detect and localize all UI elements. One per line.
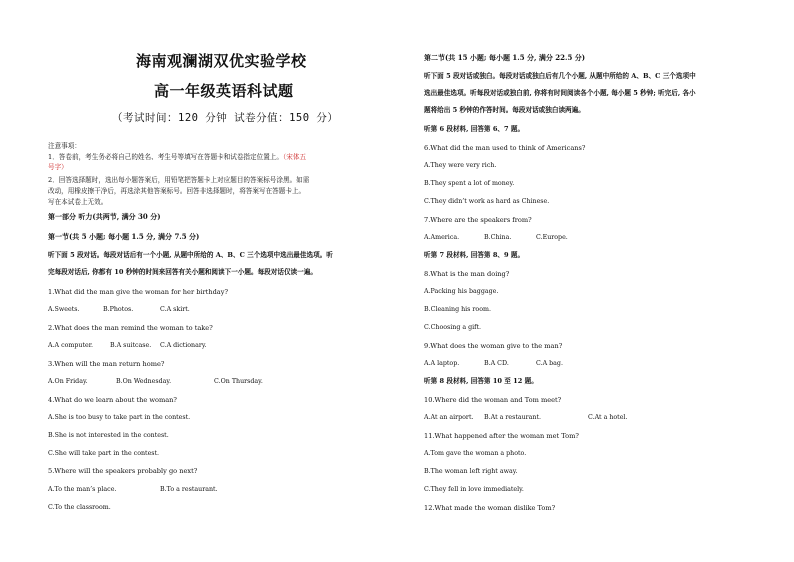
question-7: 7.Where are the speakers from?: [424, 216, 532, 224]
question-6: 6.What did the man used to think of Americans?: [424, 144, 586, 152]
q10-option-a: A.At an airport.: [424, 414, 474, 421]
material-6-heading: 听第 6 段材料, 回答第 6、7 题。: [424, 125, 525, 133]
notes-item-1-red-cont: 号字）: [48, 163, 68, 171]
section2-instructions-a: 听下面 5 段对话或独白。每段对话或独白后有几个小题, 从题中所给的 A、B、C 三个选项中: [424, 72, 696, 80]
notes-item-2a: 2．回答选择题时，选出每小题答案后，用铅笔把答题卡上对应题目的答案标号涂黑。如需: [48, 176, 310, 184]
q9-option-c: C.A bag.: [536, 360, 563, 367]
q7-option-a: A.America.: [424, 234, 460, 241]
question-3: 3.When will the man return home?: [48, 360, 165, 368]
question-4: 4.What do we learn about the woman?: [48, 396, 177, 404]
school-name: 海南观澜湖双优实验学校: [136, 52, 307, 70]
q6-option-a: A.They were very rich.: [424, 162, 497, 169]
q10-option-c: C.At a hotel.: [588, 414, 628, 421]
q7-option-c: C.Europe.: [536, 234, 568, 241]
q9-option-a: A.A laptop.: [424, 360, 460, 367]
notes-item-3: 写在本试卷上无效。: [48, 198, 108, 206]
notes-heading: 注意事项：: [48, 142, 81, 150]
material-7-heading: 听第 7 段材料, 回答第 8、9 题。: [424, 251, 525, 259]
section2-instructions-b: 选出最佳选项。听每段对话或独白前, 你将有时间阅读各个小题, 每小题 5 秒钟; 听完后, 各小: [424, 89, 696, 97]
q6-option-b: B.They spent a lot of money.: [424, 180, 515, 187]
question-11: 11.What happened after the woman met Tom?: [424, 432, 579, 440]
q5-option-a: A.To the man’s place.: [48, 486, 117, 493]
q10-option-b: B.At a restaurant.: [484, 414, 542, 421]
q2-option-a: A.A computer.: [48, 342, 94, 349]
exam-info: （考试时间：120 分钟 试卷分值：150 分）: [112, 112, 339, 124]
section1-heading: 第一节(共 5 小题; 每小题 1.5 分, 满分 7.5 分): [48, 232, 200, 241]
notes-item-2b: 改动，用橡皮擦干净后，再选涂其他答案标号。回答非选择题时，将答案写在答题卡上。: [48, 187, 306, 195]
notes-item-1: [48, 153, 306, 161]
question-10: 10.Where did the woman and Tom meet?: [424, 396, 562, 404]
q8-option-b: B.Cleaning his room.: [424, 306, 491, 313]
question-9: 9.What does the woman give to the man?: [424, 342, 563, 350]
q11-option-c: C.They fell in love immediately.: [424, 486, 524, 493]
question-8: 8.What is the man doing?: [424, 270, 510, 278]
q7-option-b: B.China.: [484, 234, 512, 241]
section2-instructions-c: 题将给出 5 秒钟的作答时间。每段对话或独白读两遍。: [424, 106, 585, 114]
q1-option-c: C.A skirt.: [160, 306, 190, 313]
q8-option-a: A.Packing his baggage.: [424, 288, 499, 295]
question-12: 12.What made the woman dislike Tom?: [424, 504, 556, 512]
q1-option-a: A.Sweets.: [48, 306, 80, 313]
q4-option-a: A.She is too busy to take part in the contest.: [48, 414, 191, 421]
q3-option-b: B.On Wednesday.: [116, 378, 172, 385]
part1-heading: 第一部分 听力(共两节, 满分 30 分): [48, 212, 161, 221]
notes-item-1-red: （宋体五: [282, 153, 307, 161]
q3-option-c: C.On Thursday.: [214, 378, 263, 385]
section1-instructions-b: 完每段对话后, 你都有 10 秒钟的时间来回答有关小题和阅读下一小题。每段对话仅读一遍。: [48, 268, 317, 276]
exam-title: 高一年级英语科试题: [154, 82, 294, 100]
notes-item-1-text: 1．答卷前，考生务必将自己的姓名、考生号等填写在答题卡和试卷指定位置上。: [48, 153, 283, 161]
section1-instructions-a: 听下面 5 段对话。每段对话后有一个小题, 从题中所给的 A、B、C 三个选项中选出最佳选项。听: [48, 251, 333, 259]
question-2: 2.What does the man remind the woman to take?: [48, 324, 213, 332]
q4-option-b: B.She is not interested in the contest.: [48, 432, 169, 439]
q9-option-b: B.A CD.: [484, 360, 509, 367]
q1-option-b: B.Photos.: [103, 306, 134, 313]
q5-option-b: B.To a restaurant.: [160, 486, 218, 493]
q11-option-b: B.The woman left right away.: [424, 468, 518, 475]
q2-option-c: C.A dictionary.: [160, 342, 207, 349]
q5-option-c: C.To the classroom.: [48, 504, 111, 511]
section2-heading: 第二节(共 15 小题; 每小题 1.5 分, 满分 22.5 分): [424, 53, 586, 62]
q8-option-c: C.Choosing a gift.: [424, 324, 482, 331]
q11-option-a: A.Tom gave the woman a photo.: [424, 450, 527, 457]
question-1: 1.What did the man give the woman for her birthday?: [48, 288, 228, 296]
q2-option-b: B.A suitcase.: [110, 342, 152, 349]
q3-option-a: A.On Friday.: [48, 378, 88, 385]
question-5: 5.Where will the speakers probably go next?: [48, 467, 198, 475]
q6-option-c: C.They didn’t work as hard as Chinese.: [424, 198, 550, 205]
material-8-heading: 听第 8 段材料, 回答第 10 至 12 题。: [424, 377, 538, 385]
q4-option-c: C.She will take part in the contest.: [48, 450, 160, 457]
